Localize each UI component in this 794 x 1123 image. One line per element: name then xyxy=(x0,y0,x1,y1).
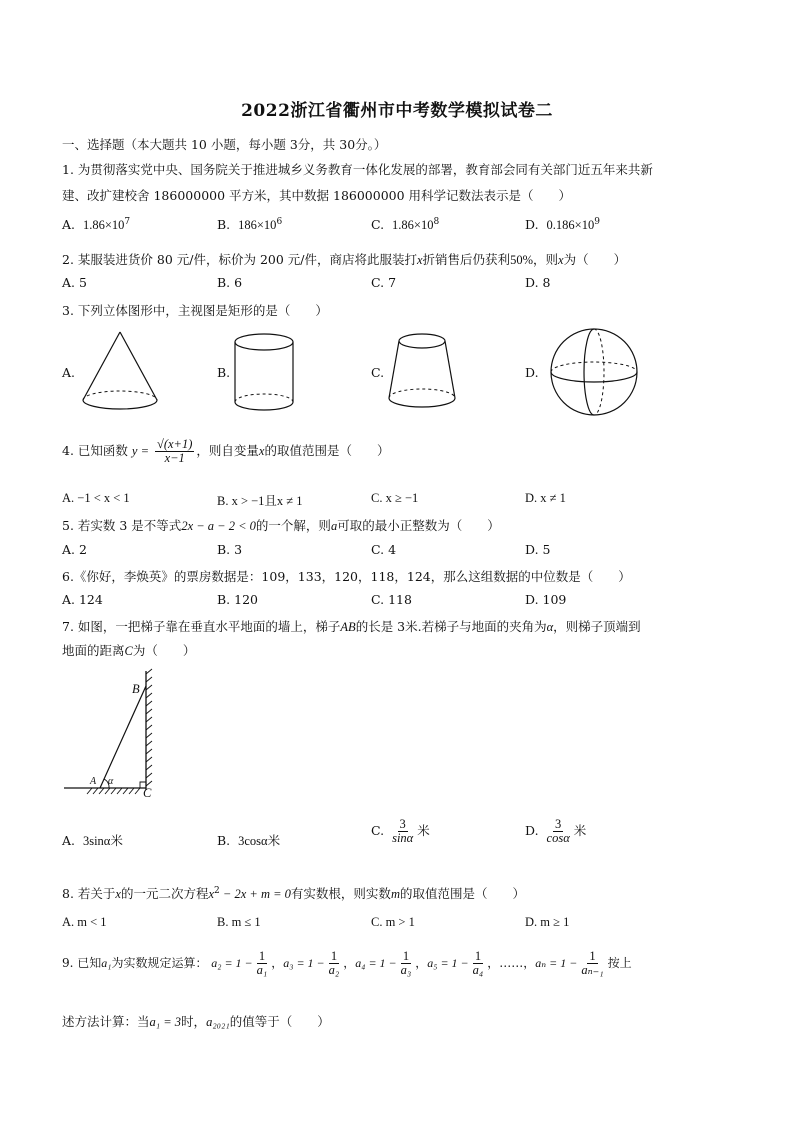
q8-text: 8. 若关于x的一元二次方程$x^2 - 2x + m = 0$有实数根，则实数m的取值范围是（ ） xyxy=(62,885,525,901)
q4-option-d[interactable]: D. x ≠ 1 xyxy=(525,491,566,505)
cone-figure xyxy=(80,330,160,415)
q5-option-b[interactable]: B. 3 xyxy=(217,542,243,557)
q3-option-c[interactable]: C. xyxy=(371,365,385,380)
q5-option-a[interactable]: A. 2 xyxy=(62,542,87,557)
fig-label-a: A xyxy=(90,776,97,787)
fig-label-c: C xyxy=(143,786,152,800)
q9-text-line2: 述方法计算：当a₁ = 3时，a₂₀₂₁的值等于（ ） xyxy=(62,1014,330,1029)
frustum-figure xyxy=(387,332,459,414)
q4-fraction: $\frac{√(x+1)}{x-1}$ xyxy=(156,437,193,466)
q7-option-b[interactable]: B. 3cosα米 xyxy=(217,833,281,848)
q5-text: 5. 若实数 3 是不等式2x − a − 2 < 0的一个解，则a可取的最小正整数为（ ） xyxy=(62,518,500,533)
q2-option-b[interactable]: B. 6 xyxy=(217,275,243,290)
q5-option-c[interactable]: C. 4 xyxy=(371,542,397,557)
q7-text-line2: 地面的距离C为（ ） xyxy=(62,643,196,658)
q6-option-b[interactable]: B. 120 xyxy=(217,592,258,607)
fig-label-b: B xyxy=(132,682,140,696)
q3-option-b[interactable]: B. xyxy=(217,365,231,380)
fig-label-alpha: α xyxy=(108,776,114,787)
q1-option-d[interactable]: D. $0.186\times 10^9$ xyxy=(525,217,600,233)
q1-option-c[interactable]: C. $1.86\times 10^8$ xyxy=(371,217,440,233)
cylinder-figure xyxy=(234,332,296,414)
q1-text-line2: 建、改扩建校舍 186000000 平方米，其中数据 186000000 用科学记数法表示是（ ） xyxy=(62,188,572,203)
q7-option-a[interactable]: A. 3sinα米 xyxy=(62,833,123,848)
q1-text-line1: 1. 为贯彻落实党中央、国务院关于推进城乡义务教育一体化发展的部署，教育部会同有关部门近五年来共新 xyxy=(62,162,653,177)
q6-option-c[interactable]: C. 118 xyxy=(371,592,412,607)
q9-text-line1: 9. 已知a₁为实数规定运算： a₂ = 1 − $\frac{1}{\text{a₁}}$ ，a₃ = 1 − $\frac{1}{\text{a₂}}$ ，a₄ = 1 − $\frac{1}{\text{a₃}}$ ，a₅ = 1 − $\frac{1}{\text{a₄}}$ ，……，aₙ = 1 − $\frac{1}{\text{aₙ₋₁}}$ 按上 xyxy=(62,949,632,978)
q5-option-d[interactable]: D. 5 xyxy=(525,542,551,557)
q8-option-c[interactable]: C. m > 1 xyxy=(371,915,415,929)
q2-option-c[interactable]: C. 7 xyxy=(371,275,397,290)
q2-option-d[interactable]: D. 8 xyxy=(525,275,551,290)
q8-option-d[interactable]: D. m ≥ 1 xyxy=(525,915,570,929)
q3-text: 3. 下列立体图形中，主视图是矩形的是（ ） xyxy=(62,303,328,318)
page-title: 2022浙江省衢州市中考数学模拟试卷二 xyxy=(241,101,553,121)
q8-option-b[interactable]: B. m ≤ 1 xyxy=(217,915,261,929)
q1-option-a[interactable]: A. $1.86\times 10^7$ xyxy=(62,217,131,233)
q3-option-a[interactable]: A. xyxy=(62,365,76,380)
sphere-figure xyxy=(549,327,639,417)
q7-option-d[interactable]: D. $\frac{3}{\cos\alpha}$ 米 xyxy=(525,817,587,846)
q1-option-b[interactable]: B. $186\times 10^6$ xyxy=(217,217,283,233)
q4-option-c[interactable]: C. x ≥ −1 xyxy=(371,491,419,505)
q4-option-b[interactable]: B. x > −1且x ≠ 1 xyxy=(217,494,303,508)
q4-text: 4. 已知函数 y = $\frac{√(x+1)}{x-1}$ ，则自变量x的取值范围是（ ） xyxy=(62,437,390,466)
q4-option-a[interactable]: A. −1 < x < 1 xyxy=(62,491,130,505)
q7-text-line1: 7. 如图，一把梯子靠在垂直水平地面的墙上，梯子AB的长是 3米.若梯子与地面的夹角为α，则梯子顶端到 xyxy=(62,619,641,634)
q8-option-a[interactable]: A. m < 1 xyxy=(62,915,107,929)
q7-option-c[interactable]: C. $\frac{3}{\sin\alpha}$ 米 xyxy=(371,817,430,846)
q6-option-d[interactable]: D. 109 xyxy=(525,592,567,607)
q3-option-d[interactable]: D. xyxy=(525,365,539,380)
q2-text: 2. 某服装进货价 80 元/件，标价为 200 元/件，商店将此服装打x折销售后仍获利50%，则x为（ ） xyxy=(62,252,627,267)
q6-option-a[interactable]: A. 124 xyxy=(62,592,103,607)
q2-option-a[interactable]: A. 5 xyxy=(62,275,87,290)
section-heading: 一、选择题（本大题共 10 小题，每小题 3分，共 30分。） xyxy=(62,137,387,152)
q6-text: 6.《你好，李焕英》的票房数据是：109，133，120，118，124，那么这组数据的中位数是（ ） xyxy=(62,569,631,584)
